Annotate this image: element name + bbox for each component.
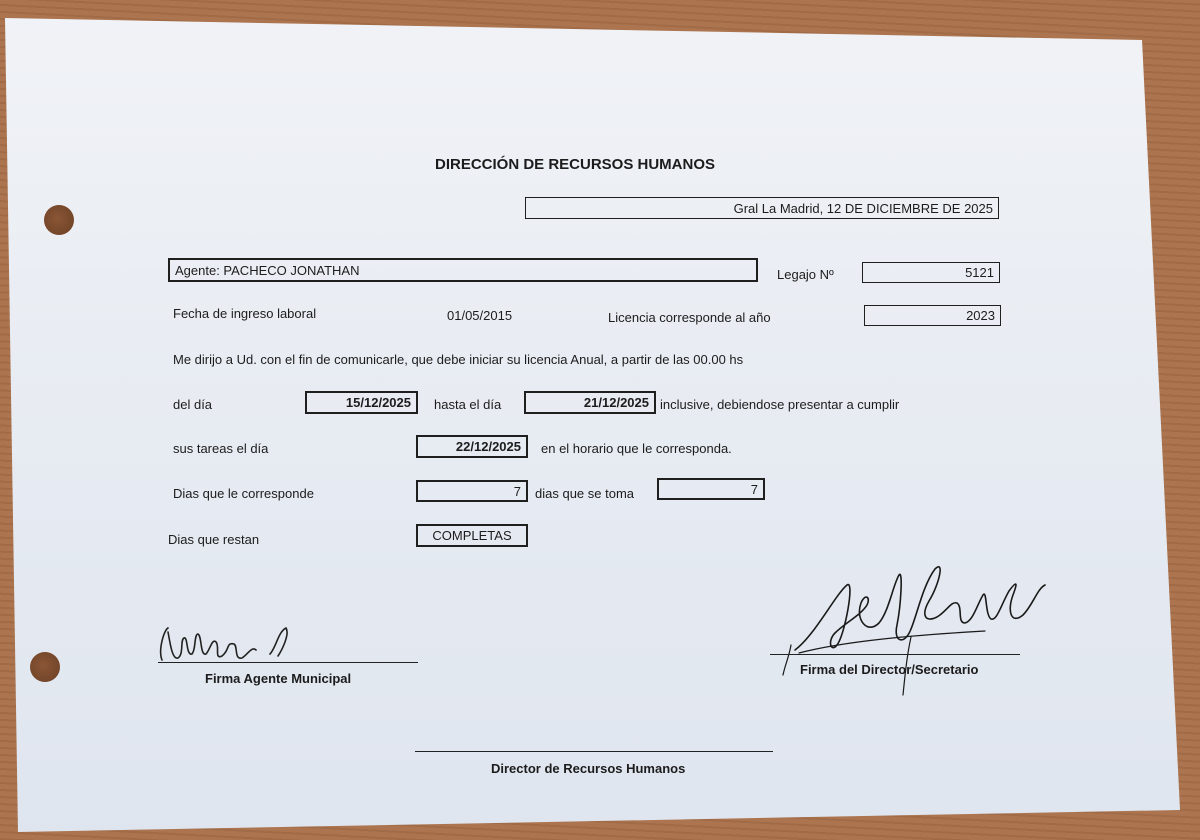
licencia-label: Licencia corresponde al año [608, 310, 771, 325]
start-date: 15/12/2025 [305, 391, 418, 414]
director-signature-label: Firma del Director/Secretario [800, 662, 979, 677]
licencia-year: 2023 [864, 305, 1001, 326]
del-dia-label: del día [173, 397, 213, 412]
agent-name-field: Agente: PACHECO JONATHAN [168, 258, 758, 282]
agent-signature-line [158, 662, 418, 663]
ingreso-label: Fecha de ingreso laboral [173, 306, 317, 321]
legajo-value: 5121 [862, 262, 1000, 283]
dias-toma-value: 7 [657, 478, 765, 500]
rrhh-signature-line [415, 751, 773, 752]
rrhh-signature-label: Director de Recursos Humanos [491, 761, 686, 776]
tareas-label: sus tareas el día [173, 441, 269, 456]
document-title: DIRECCIÓN DE RECURSOS HUMANOS [435, 156, 716, 173]
punch-hole-bottom [30, 652, 60, 682]
dias-toma-label: dias que se toma [535, 486, 635, 501]
punch-hole-top [44, 205, 74, 235]
inclusive-text: inclusive, debiendose presentar a cumplir [660, 397, 900, 412]
place-date-field: Gral La Madrid, 12 DE DICIEMBRE DE 2025 [525, 197, 999, 219]
dias-restan-value: COMPLETAS [416, 524, 528, 547]
dias-corresponde-label: Dias que le corresponde [173, 486, 314, 501]
intro-text: Me dirijo a Ud. con el fin de comunicarle, que debe iniciar su licencia Anual, a partir de las 00.00 hs [173, 352, 744, 367]
hasta-label: hasta el día [434, 397, 502, 412]
return-date: 22/12/2025 [416, 435, 528, 458]
dias-restan-label: Dias que restan [168, 532, 260, 547]
horario-text: en el horario que le corresponda. [541, 441, 732, 456]
end-date: 21/12/2025 [524, 391, 656, 414]
dias-corresponde-value: 7 [416, 480, 528, 502]
agent-signature-label: Firma Agente Municipal [205, 671, 352, 686]
director-signature [775, 545, 1065, 705]
legajo-label: Legajo Nº [777, 267, 834, 282]
director-signature-line [770, 654, 1020, 655]
ingreso-value: 01/05/2015 [447, 308, 513, 323]
